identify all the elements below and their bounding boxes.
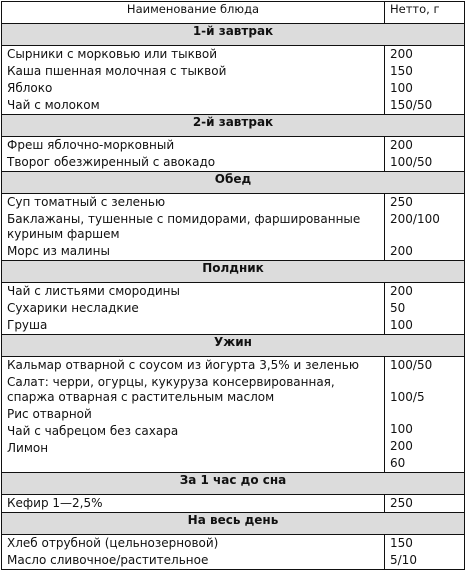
dish-net-weight: 200	[390, 284, 413, 298]
dish-name: Масло сливочное/растительное	[7, 553, 209, 567]
dish-net-weight: 100	[390, 422, 413, 436]
dish-name: Сырники с морковью или тыквой	[7, 47, 218, 61]
section-title: Ужин	[2, 335, 465, 357]
net-weight-cell	[385, 137, 465, 172]
section-header-row	[2, 261, 465, 283]
dish-net-weight: 250	[390, 195, 413, 209]
dish-name: Суп томатный с зеленью	[7, 195, 166, 209]
dish-net-weight: 200	[390, 47, 413, 61]
section-items-row	[2, 495, 465, 513]
dish-net-weight: 200/100	[390, 212, 440, 226]
section-header-row	[2, 473, 465, 495]
dish-net-weight: 150	[390, 536, 413, 550]
dish-name: Лимон	[7, 441, 49, 455]
net-weight-cell	[385, 535, 465, 570]
dish-name: Сухарики несладкие	[7, 301, 139, 315]
dish-name-cell	[2, 137, 385, 172]
net-weight-cell	[385, 283, 465, 335]
dish-name: Чай с молоком	[7, 98, 100, 112]
dish-name-cell	[2, 283, 385, 335]
section-items-row	[2, 46, 465, 115]
dish-name: Каша пшенная молочная с тыквой	[7, 64, 227, 78]
dish-net-weight: 60	[390, 456, 406, 470]
section-title: Полдник	[2, 261, 465, 283]
dish-name: Яблоко	[7, 81, 53, 95]
section-title: 2-й завтрак	[2, 115, 465, 137]
net-weight-cell	[385, 357, 465, 473]
dish-net-weight: 150	[390, 64, 413, 78]
dish-name: Кальмар отварной с соусом из йогурта 3,5% и зеленью	[7, 358, 359, 372]
dish-name: Творог обезжиренный с авокадо	[7, 155, 216, 169]
net-weight-cell	[385, 495, 465, 513]
section-items-row	[2, 283, 465, 335]
dish-name: Рис отварной	[7, 407, 92, 421]
section-items-row	[2, 357, 465, 473]
section-items-row	[2, 137, 465, 172]
dish-name: Кефир 1—2,5%	[7, 496, 103, 510]
dish-name: Баклажаны, тушенные с помидорами, фаршированные куриным фаршем	[7, 212, 361, 241]
dish-name: Фреш яблочно-морковный	[7, 138, 175, 152]
column-header-net: Нетто, г	[385, 2, 465, 24]
dish-net-weight: 50	[390, 301, 406, 315]
dish-net-weight: 100	[390, 81, 413, 95]
dish-net-weight: 100/50	[390, 155, 433, 169]
table-header-row	[2, 2, 465, 24]
section-header-row	[2, 24, 465, 46]
section-title: Обед	[2, 172, 465, 194]
dish-name: Груша	[7, 318, 48, 332]
dish-name-cell	[2, 357, 385, 473]
section-title: За 1 час до сна	[2, 473, 465, 495]
dish-net-weight: 100/50	[390, 358, 433, 372]
dish-name: Хлеб отрубной (цельнозерновой)	[7, 536, 219, 550]
section-items-row	[2, 194, 465, 261]
section-title: 1-й завтрак	[2, 24, 465, 46]
dish-net-weight: 5/10	[390, 553, 417, 567]
net-weight-cell	[385, 46, 465, 115]
dish-name: Салат: черри, огурцы, кукуруза консервированная, спаржа отварная с растительным маслом	[7, 375, 335, 404]
dish-net-weight: 200	[390, 138, 413, 152]
section-header-row	[2, 513, 465, 535]
dish-name: Чай с листьями смородины	[7, 284, 180, 298]
dish-net-weight: 200	[390, 244, 413, 258]
dish-name-cell	[2, 495, 385, 513]
section-items-row	[2, 535, 465, 570]
dish-net-weight: 150/50	[390, 98, 433, 112]
section-title: На весь день	[2, 513, 465, 535]
dish-name-cell	[2, 46, 385, 115]
dish-net-weight: 250	[390, 496, 413, 510]
dish-name-cell	[2, 535, 385, 570]
dish-net-weight: 200	[390, 439, 413, 453]
section-header-row	[2, 335, 465, 357]
dish-name-cell	[2, 194, 385, 261]
dish-name: Морс из малины	[7, 244, 110, 258]
section-header-row	[2, 172, 465, 194]
column-header-name: Наименование блюда	[2, 2, 385, 24]
net-weight-cell	[385, 194, 465, 261]
menu-body	[2, 24, 465, 570]
section-header-row	[2, 115, 465, 137]
dish-name: Чай с чабрецом без сахара	[7, 424, 179, 438]
dish-net-weight: 100/5	[390, 390, 425, 404]
menu-table	[1, 1, 465, 570]
dish-net-weight: 100	[390, 318, 413, 332]
